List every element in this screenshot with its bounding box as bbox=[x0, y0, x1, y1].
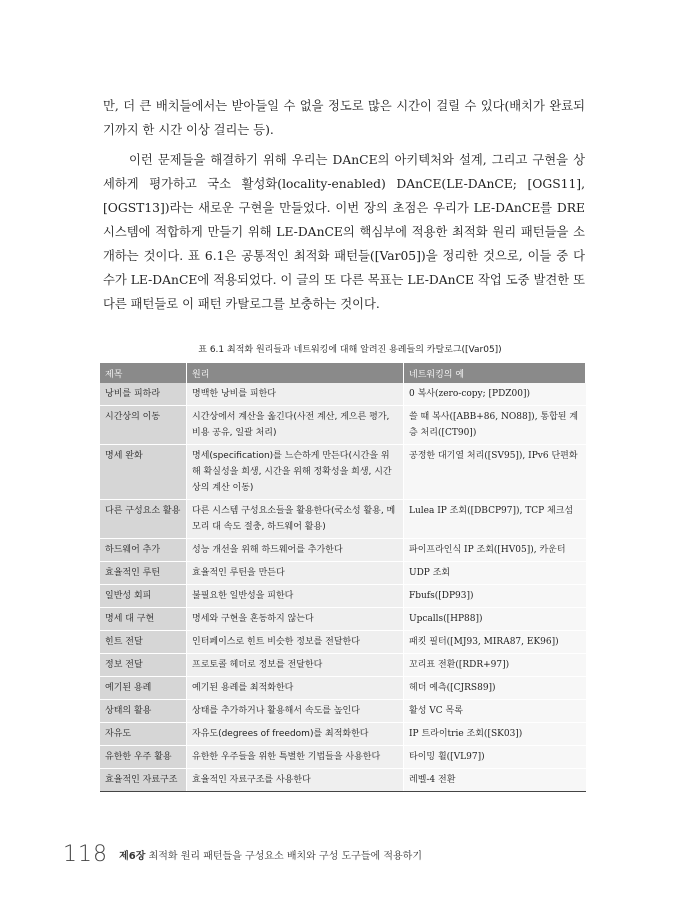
table-row bbox=[100, 562, 586, 585]
cell-title: 낭비를 피하라 bbox=[100, 383, 187, 406]
pattern-catalog-table bbox=[100, 363, 586, 792]
table-row bbox=[100, 746, 586, 769]
cell-example: Upcalls([HP88]) bbox=[404, 608, 586, 631]
cell-example: 꼬리표 전환([RDR+97]) bbox=[404, 654, 586, 677]
cell-example: 헤더 예측([CJRS89]) bbox=[404, 677, 586, 700]
cell-title: 일반성 회피 bbox=[100, 585, 187, 608]
cell-example: 쓸 때 복사([ABB+86, NO88]), 통합된 계층 처리([CT90]) bbox=[404, 406, 586, 445]
paragraph-continuation: 만, 더 큰 배치들에서는 받아들일 수 없을 정도로 많은 시간이 걸릴 수 있다(배치가 완료되기까지 한 시간 이상 걸리는 등). bbox=[103, 99, 585, 137]
cell-title: 상태의 활용 bbox=[100, 700, 187, 723]
table-row bbox=[100, 700, 586, 723]
table-row bbox=[100, 406, 586, 445]
cell-example: 타이밍 휠([VL97]) bbox=[404, 746, 586, 769]
cell-principle: 프로토콜 헤더로 정보를 전달한다 bbox=[187, 654, 404, 677]
table-row bbox=[100, 654, 586, 677]
cell-title: 명세 완화 bbox=[100, 445, 187, 500]
header-title: 제목 bbox=[100, 363, 187, 383]
cell-principle: 명세(specification)를 느슨하게 만든다(시간을 위해 확실성을 희생, 시간을 위해 정확성을 희생, 시간상의 계산 이동) bbox=[187, 445, 404, 500]
table-row bbox=[100, 677, 586, 700]
cell-title: 효율적인 자료구조 bbox=[100, 769, 187, 792]
table-row bbox=[100, 631, 586, 654]
cell-principle: 성능 개선을 위해 하드웨어를 추가한다 bbox=[187, 539, 404, 562]
cell-principle: 효율적인 루틴을 만든다 bbox=[187, 562, 404, 585]
table-row bbox=[100, 769, 586, 792]
cell-principle: 효율적인 자료구조를 사용한다 bbox=[187, 769, 404, 792]
table-row bbox=[100, 608, 586, 631]
cell-title: 자유도 bbox=[100, 723, 187, 746]
cell-example: UDP 조회 bbox=[404, 562, 586, 585]
header-networking-example: 네트워킹의 예 bbox=[404, 363, 586, 383]
cell-title: 시간상의 이동 bbox=[100, 406, 187, 445]
cell-principle: 불필요한 일반성을 피한다 bbox=[187, 585, 404, 608]
table-row bbox=[100, 585, 586, 608]
table-row bbox=[100, 445, 586, 500]
table-header-row bbox=[100, 363, 586, 383]
page-footer bbox=[63, 842, 422, 867]
cell-title: 효율적인 루틴 bbox=[100, 562, 187, 585]
cell-example: IP 트라이trie 조회([SK03]) bbox=[404, 723, 586, 746]
cell-principle: 명세와 구현을 혼동하지 않는다 bbox=[187, 608, 404, 631]
cell-example: Lulea IP 조회([DBCP97]), TCP 체크섬 bbox=[404, 500, 586, 539]
cell-principle: 유한한 우주들을 위한 특별한 기법들을 사용한다 bbox=[187, 746, 404, 769]
table-caption: 표 6.1 최적화 원리들과 네트워킹에 대해 알려진 용례들의 카탈로그([Var05]) bbox=[198, 345, 502, 355]
header-principle: 원리 bbox=[187, 363, 404, 383]
cell-example: 레벨-4 전환 bbox=[404, 769, 586, 792]
cell-principle: 시간상에서 계산을 옮긴다(사전 계산, 게으른 평가, 비용 공유, 일괄 처리) bbox=[187, 406, 404, 445]
cell-title: 예기된 용례 bbox=[100, 677, 187, 700]
running-header bbox=[119, 851, 422, 862]
table-row bbox=[100, 723, 586, 746]
cell-title: 다른 구성요소 활용 bbox=[100, 500, 187, 539]
cell-title: 명세 대 구현 bbox=[100, 608, 187, 631]
table-row bbox=[100, 383, 586, 406]
cell-example: 활성 VC 목록 bbox=[404, 700, 586, 723]
cell-principle: 상태를 추가하거나 활용해서 속도를 높인다 bbox=[187, 700, 404, 723]
cell-example: 0 복사(zero-copy; [PDZ00]) bbox=[404, 383, 586, 406]
cell-title: 힌트 전달 bbox=[100, 631, 187, 654]
cell-principle: 다른 시스템 구성요소들을 활용한다(국소성 활용, 메모리 대 속도 절충, 하드웨어 활용) bbox=[187, 500, 404, 539]
chapter-label: 제6장 bbox=[119, 851, 146, 862]
chapter-title: 최적화 원리 패턴들을 구성요소 배치와 구성 도구들에 적용하기 bbox=[148, 851, 422, 862]
cell-example: Fbufs([DP93]) bbox=[404, 585, 586, 608]
paragraph-body: 이런 문제들을 해결하기 위해 우리는 DAnCE의 아키텍처와 설계, 그리고 구현을 상세하게 평가하고 국소 활성화(locality-enabled) DAnCE(LE-DAnCE; [OGS11], [OGST13])라는 새로운 구현을 만들었다. 이번 장의 초점은 우리가 LE-DAnCE를 DRE 시스템에 적합하게 만들기 위해 LE-DAnCE의 핵심부에 적용한 최적화 원리 패턴들을 소개하는 것이다. 표 6.1은 공통적인 최적화 패턴들([Var05])을 정리한 것으로, 이들 중 다수가 LE-DAnCE에 적용되었다. 이 글의 또 다른 목표는 LE-DAnCE 작업 도중 발견한 또 다른 패턴들로 이 패턴 카탈로그를 보충하는 것이다. bbox=[103, 153, 585, 311]
cell-example: 파이프라인식 IP 조회([HV05]), 카운터 bbox=[404, 539, 586, 562]
cell-principle: 자유도(degrees of freedom)를 최적화한다 bbox=[187, 723, 404, 746]
cell-example: 패킷 필터([MJ93, MIRA87, EK96]) bbox=[404, 631, 586, 654]
cell-principle: 인터페이스로 힌트 비슷한 정보를 전달한다 bbox=[187, 631, 404, 654]
cell-principle: 예기된 용례를 최적화한다 bbox=[187, 677, 404, 700]
table-row bbox=[100, 500, 586, 539]
page-number: 118 bbox=[63, 842, 108, 867]
cell-principle: 명백한 낭비를 피한다 bbox=[187, 383, 404, 406]
table-row bbox=[100, 539, 586, 562]
cell-example: 공정한 대기열 처리([SV95]), IPv6 단편화 bbox=[404, 445, 586, 500]
cell-title: 유한한 우주 활용 bbox=[100, 746, 187, 769]
cell-title: 정보 전달 bbox=[100, 654, 187, 677]
cell-title: 하드웨어 추가 bbox=[100, 539, 187, 562]
